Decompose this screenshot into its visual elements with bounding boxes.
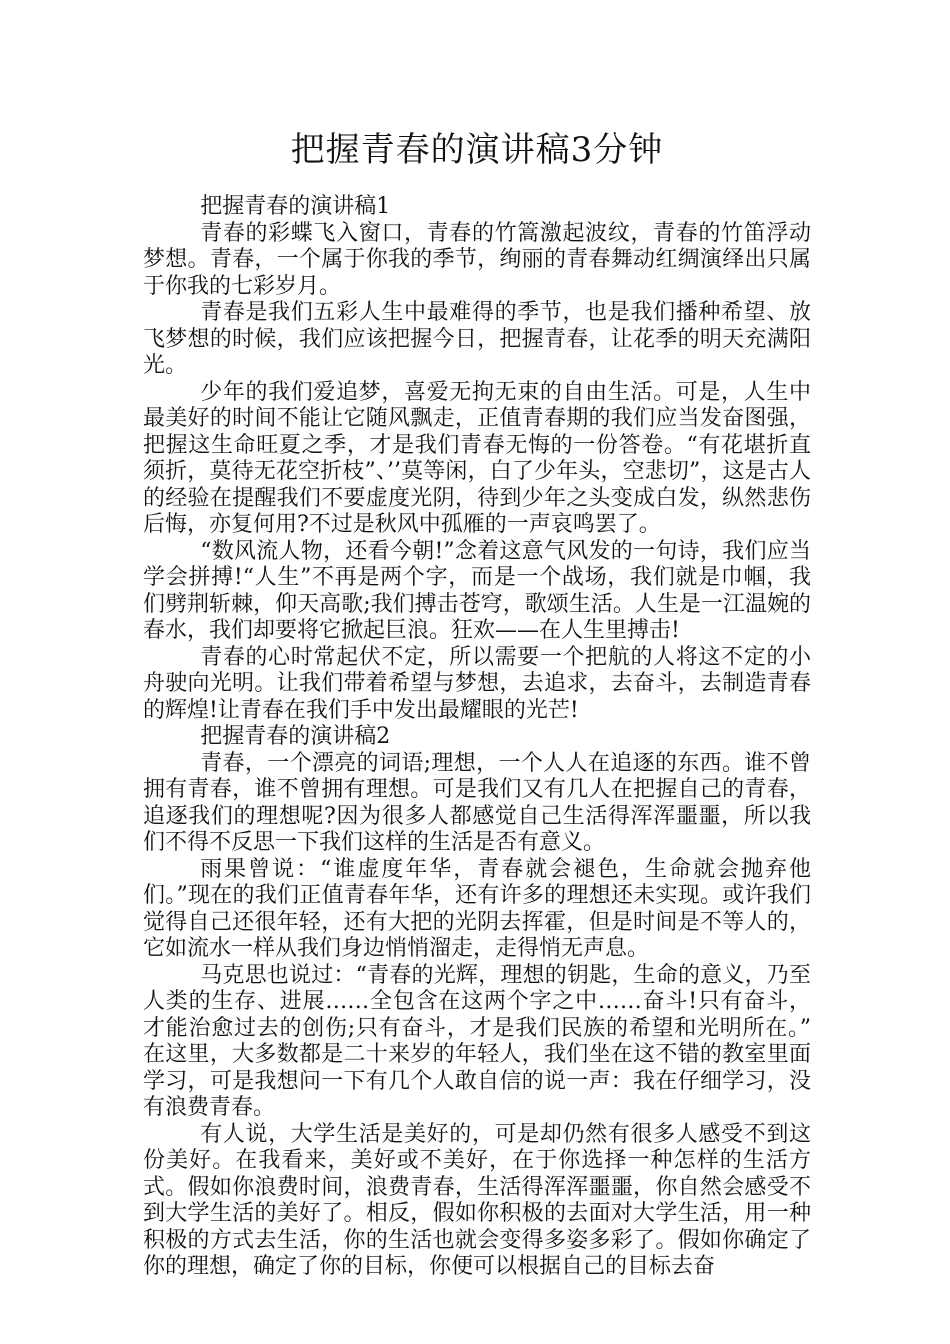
document-page bbox=[143, 118, 811, 1281]
paragraph: 少年的我们爱追梦，喜爱无拘无束的自由生活。可是，人生中最美好的时间不能让它随风飘走，正值青春期的我们应当发奋图强，把握这生命旺夏之季，才是我们青春无悔的一份答卷。“有花堪折直须折，莫待无花空折枝”、’’莫等闲，白了少年头，空悲切”，这是古人的经验在提醒我们不要虚度光阴，待到少年之头变成白发，纵然悲伤后悔，亦复何用?不过是秋风中孤雁的一声哀鸣罢了。 bbox=[143, 379, 811, 537]
paragraph: 青春的心时常起伏不定，所以需要一个把航的人将这不定的小舟驶向光明。让我们带着希望与梦想，去追求，去奋斗，去制造青春的辉煌!让青春在我们手中发出最耀眼的光芒! bbox=[143, 644, 811, 723]
paragraph: 马克思也说过：“青春的光辉，理想的钥匙，生命的意义，乃至人类的生存、进展……全包含在这两个字之中……奋斗!只有奋斗，才能治愈过去的创伤;只有奋斗，才是我们民族的希望和光明所在。” 在这里，大多数都是二十来岁的年轻人，我们坐在这不错的教室里面学习，可是我想问一下有几个人敢自信的说一声：我在仔细学习，没有浪费青春。 bbox=[143, 962, 811, 1120]
paragraph: 青春，一个漂亮的词语;理想，一个人人在追逐的东西。谁不曾拥有青春，谁不曾拥有理想。可是我们又有几人在把握自己的青春，追逐我们的理想呢?因为很多人都感觉自己生活得浑浑噩噩，所以我们不得不反思一下我们这样的生活是否有意义。 bbox=[143, 750, 811, 855]
paragraph: 青春是我们五彩人生中最难得的季节，也是我们播种希望、放飞梦想的时候，我们应该把握今日，把握青春，让花季的明天充满阳光。 bbox=[143, 300, 811, 378]
section-heading-2: 把握青春的演讲稿2 bbox=[200, 724, 391, 749]
paragraph: “数风流人物，还看今朝!”念着这意气风发的一句诗，我们应当学会拼搏!“人生”不再是两个字，而是一个战场，我们就是巾帼，我们劈荆斩棘，仰天高歌;我们搏击苍穹，歌颂生活。人生是一江温婉的春水，我们却要将它掀起巨浪。狂欢——在人生里搏击! bbox=[143, 538, 811, 643]
paragraph: 雨果曾说：“谁虚度年华，青春就会褪色，生命就会抛弃他们。”现在的我们正值青春年华，还有许多的理想还未实现。或许我们觉得自己还很年轻，还有大把的光阴去挥霍，但是时间是不等人的，它如流水一样从我们身边悄悄溜走，走得悄无声息。 bbox=[143, 856, 811, 961]
document-body bbox=[143, 194, 811, 1281]
document-title: 把握青春的演讲稿3分钟 bbox=[290, 130, 664, 170]
section-heading-1: 把握青春的演讲稿1 bbox=[200, 194, 391, 219]
paragraph: 青春的彩蝶飞入窗口，青春的竹篙激起波纹，青春的竹笛浮动梦想。青春，一个属于你我的季节，绚丽的青春舞动红绸演绎出只属于你我的七彩岁月。 bbox=[143, 220, 811, 299]
paragraph: 有人说，大学生活是美好的，可是却仍然有很多人感受不到这份美好。在我看来，美好或不美好，在于你选择一种怎样的生活方式。假如你浪费时间，浪费青春，生活得浑浑噩噩，你自然会感受不到大学生活的美好了。相反，假如你积极的去面对大学生活，用一种积极的方式去生活，你的生活也就会变得多姿多彩了。假如你确定了你的理想，确定了你的目标，你便可以根据自己的目标去奋 bbox=[143, 1121, 811, 1279]
